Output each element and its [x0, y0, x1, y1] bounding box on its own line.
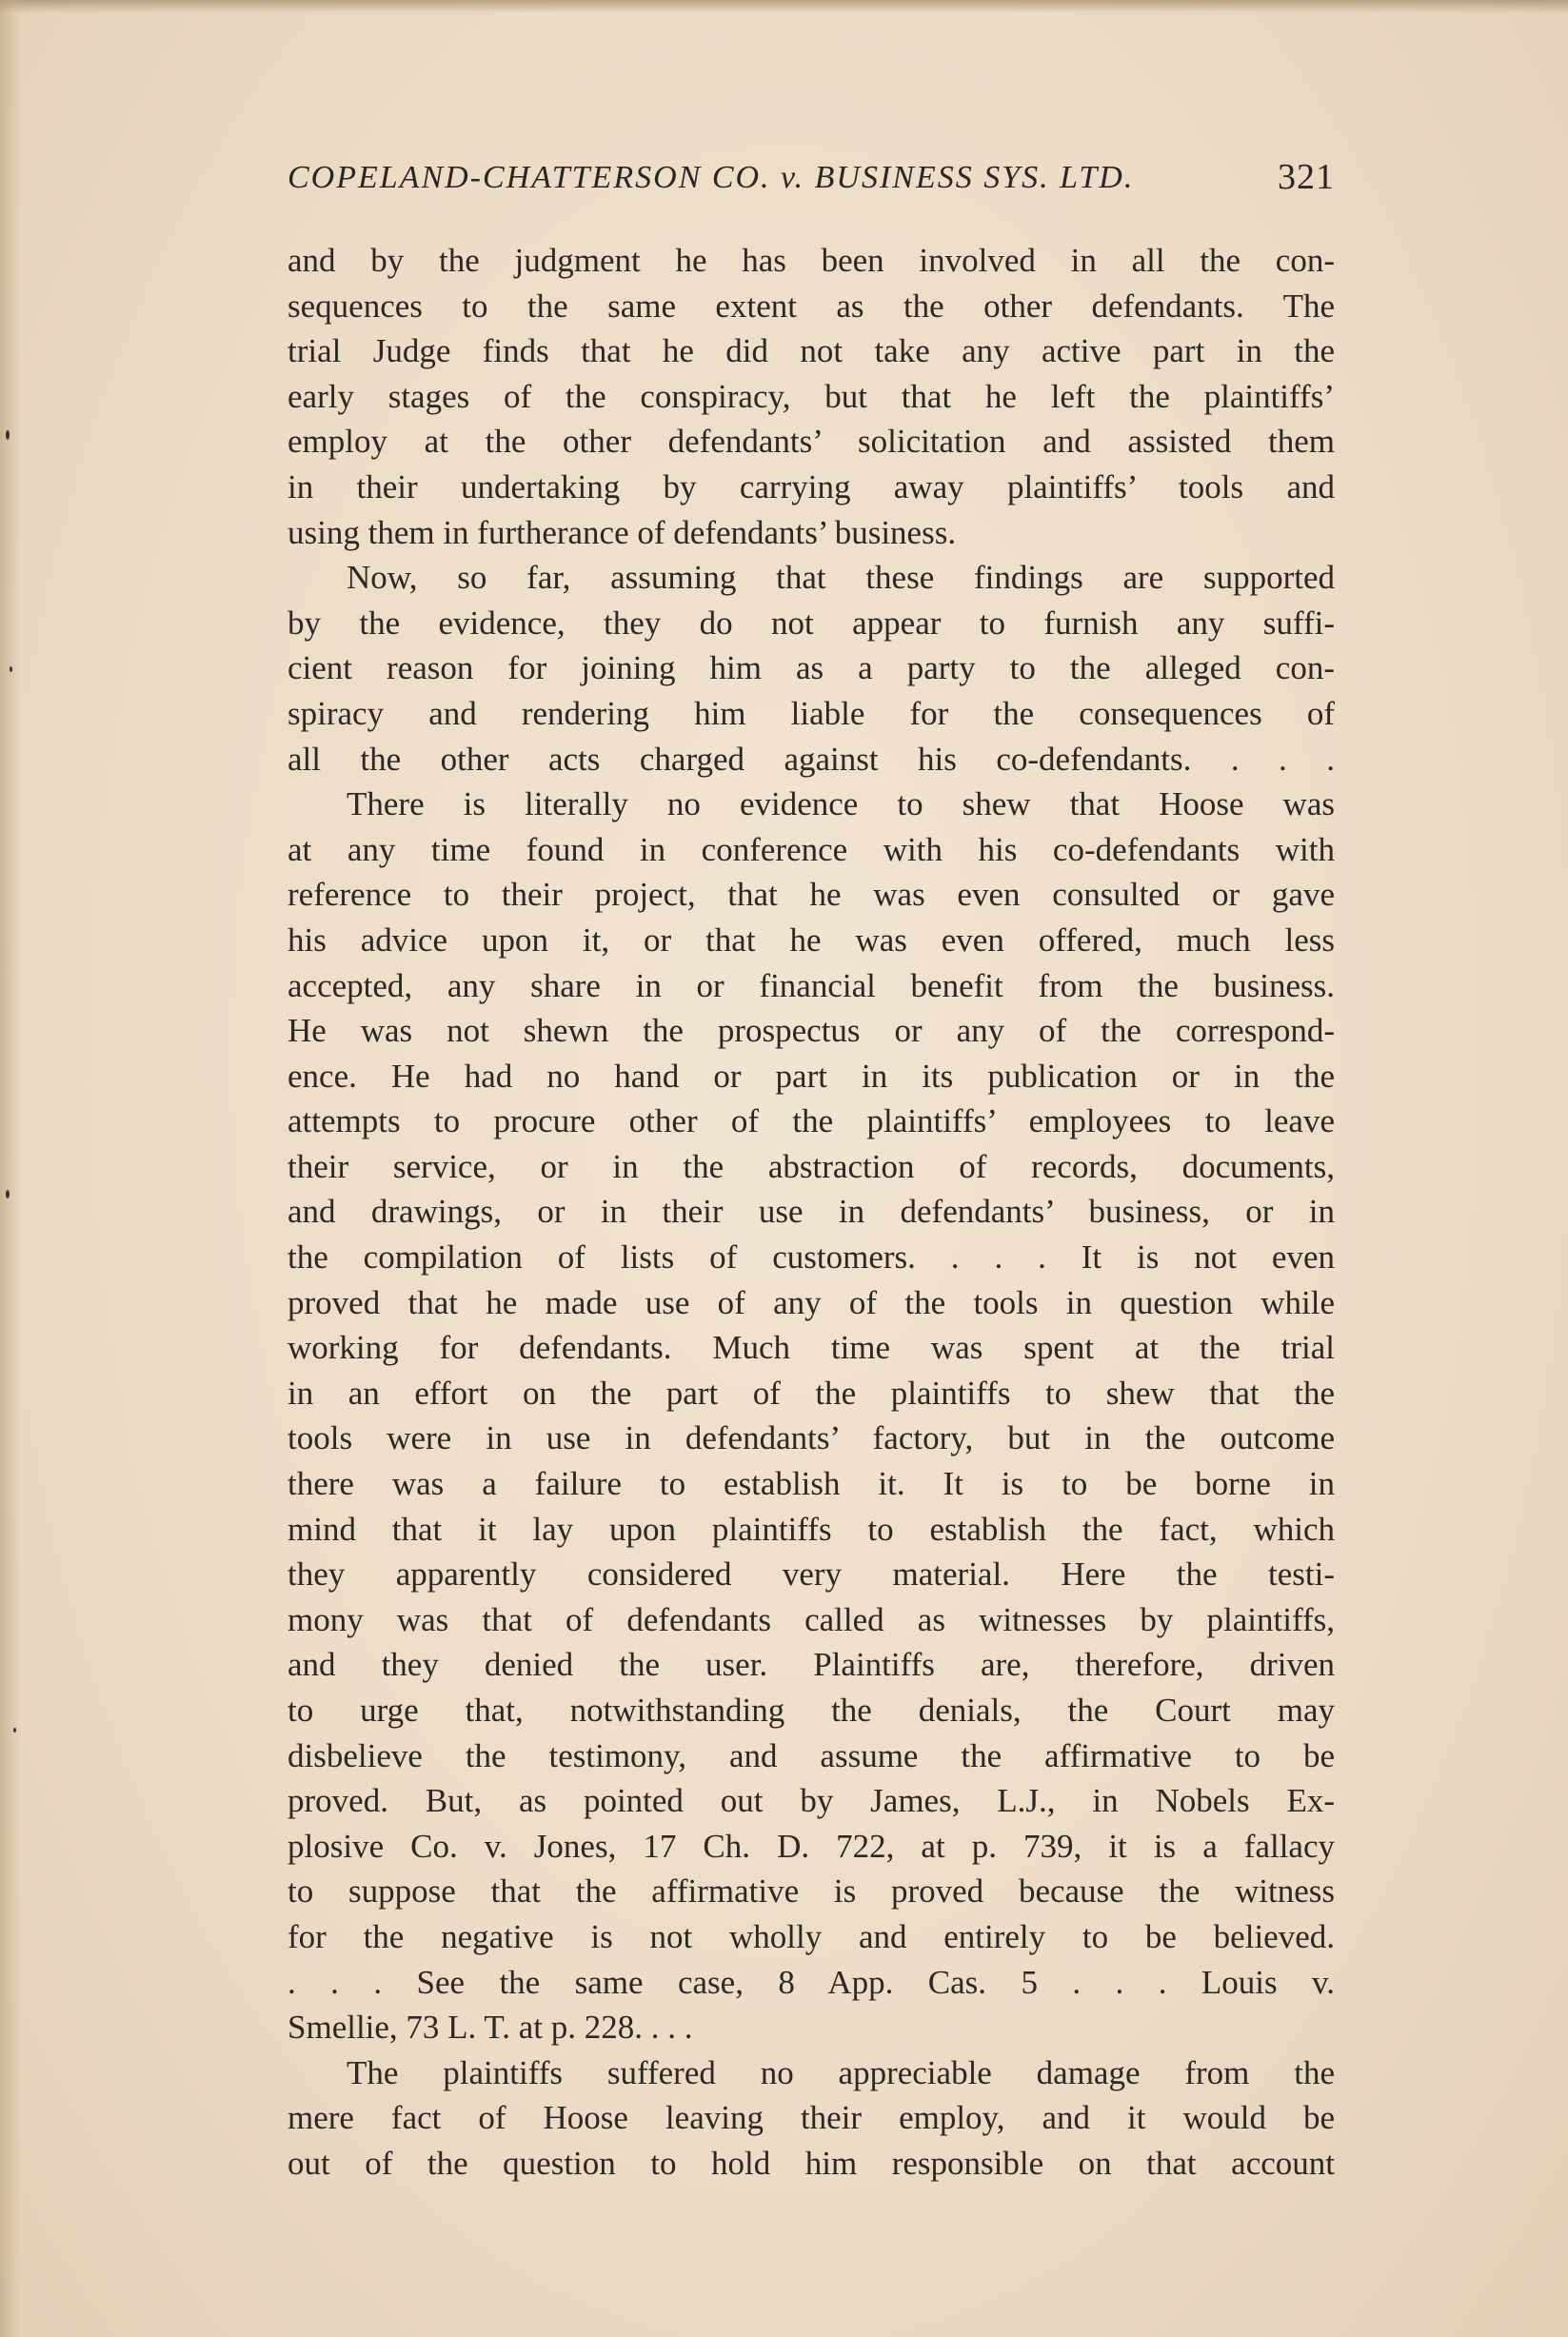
- text-line: mere fact of Hoose leaving their employ, and it would be: [288, 2099, 1335, 2137]
- text-line: early stages of the conspiracy, but that he left the plaintiffs’: [288, 377, 1335, 415]
- text-line: plosive Co. v. Jones, 17 Ch. D. 722, at p. 739, it is a fallacy: [288, 1827, 1335, 1865]
- text-line: their service, or in the abstraction of records, documents,: [288, 1147, 1335, 1185]
- text-line: and by the judgment he has been involved in all the con-: [288, 242, 1335, 279]
- text-line: and drawings, or in their use in defendants’ business, or in: [288, 1193, 1335, 1231]
- text-line: employ at the other defendants’ solicitation and assisted them: [288, 423, 1335, 461]
- text-line: The plaintiffs suffered no appreciable damage from the: [347, 2053, 1335, 2091]
- text-line: the compilation of lists of customers. . . . It is not even: [288, 1238, 1335, 1277]
- text-line: for the negative is not wholly and entirely to be believed.: [288, 1917, 1335, 1955]
- paper-speck: [10, 666, 12, 672]
- paper-speck: [6, 430, 10, 440]
- text-line: disbelieve the testimony, and assume the affirmative to be: [288, 1736, 1335, 1774]
- paragraph-1: [288, 238, 1335, 555]
- text-line: accepted, any share in or financial benefit from the business.: [288, 966, 1335, 1004]
- text-line: to urge that, notwithstanding the denials, the Court may: [288, 1692, 1335, 1729]
- text-line: Smellie, 73 L. T. at p. 228. . . .: [288, 2009, 693, 2047]
- page-number: 321: [1278, 157, 1335, 197]
- text-line: working for defendants. Much time was spent at the trial: [288, 1329, 1335, 1367]
- text-line: all the other acts charged against his co-defendants. . . .: [288, 740, 1335, 778]
- text-line: and they denied the user. Plaintiffs are, therefore, driven: [288, 1646, 1335, 1684]
- text-line: sequences to the same extent as the other defendants. The: [288, 287, 1335, 325]
- text-line: using them in furtherance of defendants’ business.: [288, 513, 957, 551]
- text-line: mony was that of defendants called as witnesses by plaintiffs,: [288, 1600, 1335, 1638]
- text-line: to suppose that the affirmative is proved because the witness: [288, 1872, 1335, 1911]
- text-line: at any time found in conference with his co-defendants with: [288, 830, 1335, 868]
- paragraph-4: [288, 2050, 1335, 2187]
- text-line: ence. He had no hand or part in its publication or in the: [288, 1057, 1335, 1095]
- text-line: attempts to procure other of the plaintiffs’ employees to leave: [288, 1102, 1335, 1140]
- text-line: Now, so far, assuming that these findings are supported: [347, 559, 1335, 597]
- text-line: He was not shewn the prospectus or any of the correspond-: [288, 1012, 1335, 1050]
- page-edge-shadow-top: [0, 0, 1568, 13]
- paper-speck: [6, 1190, 10, 1198]
- running-title: COPELAND-CHATTERSON CO. v. BUSINESS SYS. LTD.: [288, 160, 1135, 195]
- text-line: proved. But, as pointed out by James, L.J., in Nobels Ex-: [288, 1782, 1335, 1820]
- paragraph-2: [288, 555, 1335, 782]
- text-line: in an effort on the part of the plaintiffs to shew that the: [288, 1374, 1335, 1412]
- text-line: there was a failure to establish it. It is to be borne in: [288, 1465, 1335, 1503]
- text-line: trial Judge finds that he did not take any active part in the: [288, 332, 1335, 370]
- text-line: spiracy and rendering him liable for the consequences of: [288, 694, 1335, 732]
- text-line: proved that he made use of any of the tools in question while: [288, 1283, 1335, 1321]
- text-line: cient reason for joining him as a party to the alleged con-: [288, 649, 1335, 687]
- text-line: reference to their project, that he was even consulted or gave: [288, 876, 1335, 914]
- text-line: . . . See the same case, 8 App. Cas. 5 . . . Louis v.: [288, 1963, 1335, 2001]
- text-line: in their undertaking by carrying away plaintiffs’ tools and: [288, 467, 1335, 505]
- text-line: tools were in use in defendants’ factory, but in the outcome: [288, 1419, 1335, 1457]
- text-line: by the evidence, they do not appear to furnish any suffi-: [288, 604, 1335, 642]
- text-line: they apparently considered very material. Here the testi-: [288, 1555, 1335, 1594]
- paragraph-3: [288, 782, 1335, 2050]
- running-header: [288, 154, 1335, 208]
- text-line: his advice upon it, or that he was even offered, much less: [288, 921, 1335, 959]
- text-line: mind that it lay upon plaintiffs to establish the fact, which: [288, 1510, 1335, 1548]
- paper-speck: [13, 1728, 16, 1733]
- page-edge-shadow-left: [0, 0, 21, 2337]
- body-text: [288, 238, 1335, 2187]
- text-line: out of the question to hold him responsible on that account: [288, 2144, 1335, 2182]
- text-line: There is literally no evidence to shew that Hoose was: [347, 785, 1335, 823]
